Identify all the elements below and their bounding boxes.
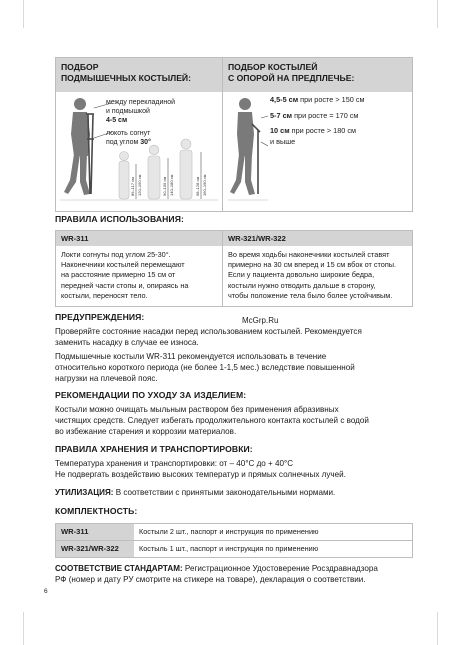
ruler-label-1: 89–117 см	[130, 177, 135, 196]
standards-label: СООТВЕТСТВИЕ СТАНДАРТАМ:	[55, 564, 183, 573]
forearm-fitting-title	[223, 58, 412, 92]
ruler-label-2: 90–109 см	[162, 176, 167, 196]
ruler-labels	[130, 174, 207, 196]
storage-paragraph: Температура хранения и транспортировки: от – 40°С до + 40°С Не подвергать воздействию высоких температур и прямых солнечных лучей.	[55, 459, 346, 479]
rules-col1-text: Локти согнуты под углом 25-30°. Наконечники костылей перемещают на расстояние примерно 15 см от передней части стопы и, опираясь на костыли, переносят тело.	[61, 250, 189, 300]
elbow-angle: 30°	[140, 139, 151, 146]
height-label-3: 160–190 см	[202, 174, 207, 196]
forearm-crutch-illustration	[228, 94, 268, 210]
kit-row	[56, 524, 412, 540]
underarm-fitting-title-text: ПОДБОР ПОДМЫШЕЧНЫХ КОСТЫЛЕЙ:	[61, 62, 191, 83]
disposal-line	[55, 487, 425, 498]
kit-table	[55, 523, 413, 558]
rules-col1-head: WR-311	[56, 231, 222, 246]
elbow-label: локоть согнут	[106, 130, 151, 137]
standards-paragraph	[55, 563, 425, 585]
kit-model: WR-321/WR-322	[56, 541, 134, 557]
ruler-label-3: 98–128 см	[195, 176, 200, 196]
forearm-row-2: 5-7 см при росте = 170 см	[270, 110, 359, 120]
kit-row	[56, 541, 412, 557]
elbow-label-2: под углом	[106, 139, 139, 146]
gap-label-2: и подмышкой	[106, 108, 150, 115]
forearm-row-3-extra: и выше	[270, 136, 296, 146]
rules-col2-text: Во время ходьбы наконечники костылей ставят примерно на 30 см вперед и 15 см вбок от стопы. Если у пациента довольно широкие бедра, костыли нужно отводить дальше в сторону, чтобы положение тела было более устойчивым.	[228, 250, 397, 300]
forearm-row-3: 10 см при росте > 180 см	[270, 126, 357, 135]
kit-model: WR-311	[56, 524, 134, 540]
gap-label: между перекладиной	[106, 99, 176, 106]
kit-description: Костыли 2 шт., паспорт и инструкция по применению	[139, 527, 319, 536]
rules-table	[55, 230, 413, 307]
height-label-2: 140–180 см	[169, 174, 174, 196]
height-label-1: 120–150 см	[137, 174, 142, 196]
care-heading: РЕКОМЕНДАЦИИ ПО УХОДУ ЗА ИЗДЕЛИЕМ:	[55, 390, 247, 400]
care-paragraph: Костыли можно очищать мыльным раствором без применения абразивных чистящих средств. Следует избегать продолжительного контакта костылей с водой во избежание старения и коррозии материалов.	[55, 405, 369, 436]
watermark: McGrp.Ru	[242, 316, 279, 325]
rules-heading: ПРАВИЛА ИСПОЛЬЗОВАНИЯ:	[55, 214, 184, 224]
forearm-fitting-notes	[270, 95, 365, 147]
person-forearm-figure	[230, 98, 255, 195]
fold-mark-bottom-right	[437, 612, 438, 645]
kit-description: Костыль 1 шт., паспорт и инструкция по применению	[139, 544, 319, 553]
storage-heading: ПРАВИЛА ХРАНЕНИЯ И ТРАНСПОРТИРОВКИ:	[55, 444, 253, 454]
fold-mark-top-left	[23, 0, 24, 28]
underarm-fitting-title	[56, 58, 222, 92]
rules-divider	[222, 231, 223, 306]
warnings-paragraph-1: Проверяйте состояние насадки перед использованием костылей. Рекомендуется заменить насадку в случае ее износа.	[55, 327, 362, 347]
rules-col2-head: WR-321/WR-322	[223, 231, 412, 246]
fold-mark-top-right	[437, 0, 438, 28]
standards-text: Регистрационное Удостоверение Росздравнадзора РФ (номер и дату РУ смотрите на стикере на товаре), декларация о соответствии.	[55, 564, 378, 584]
page-number: 6	[44, 588, 48, 595]
forearm-row-1: 4,5-5 см при росте > 150 см	[270, 95, 365, 104]
forearm-fitting-title-text: ПОДБОР КОСТЫЛЕЙ С ОПОРОЙ НА ПРЕДПЛЕЧЬЕ:	[228, 62, 355, 83]
disposal-text: В соответствии с принятыми законодательными нормами.	[113, 488, 336, 497]
fold-mark-bottom-left	[23, 612, 24, 645]
kit-heading: КОМПЛЕКТНОСТЬ:	[55, 506, 138, 516]
column-divider	[222, 58, 223, 211]
underarm-elbow-note	[106, 129, 151, 147]
fitting-table	[55, 57, 413, 212]
underarm-gap-note	[106, 98, 175, 125]
warnings-heading: ПРЕДУПРЕЖДЕНИЯ:	[55, 312, 145, 322]
person-underarm-figure	[64, 98, 90, 195]
disposal-label: УТИЛИЗАЦИЯ:	[55, 488, 114, 497]
warnings-paragraph-2: Подмышечные костыли WR-311 рекомендуется использовать в течение относительно короткого периода (не более 1-1,5 мес.) вследствие повышенной нагрузки на плечевой пояс.	[55, 352, 355, 383]
gap-value: 4-5 см	[106, 117, 128, 124]
